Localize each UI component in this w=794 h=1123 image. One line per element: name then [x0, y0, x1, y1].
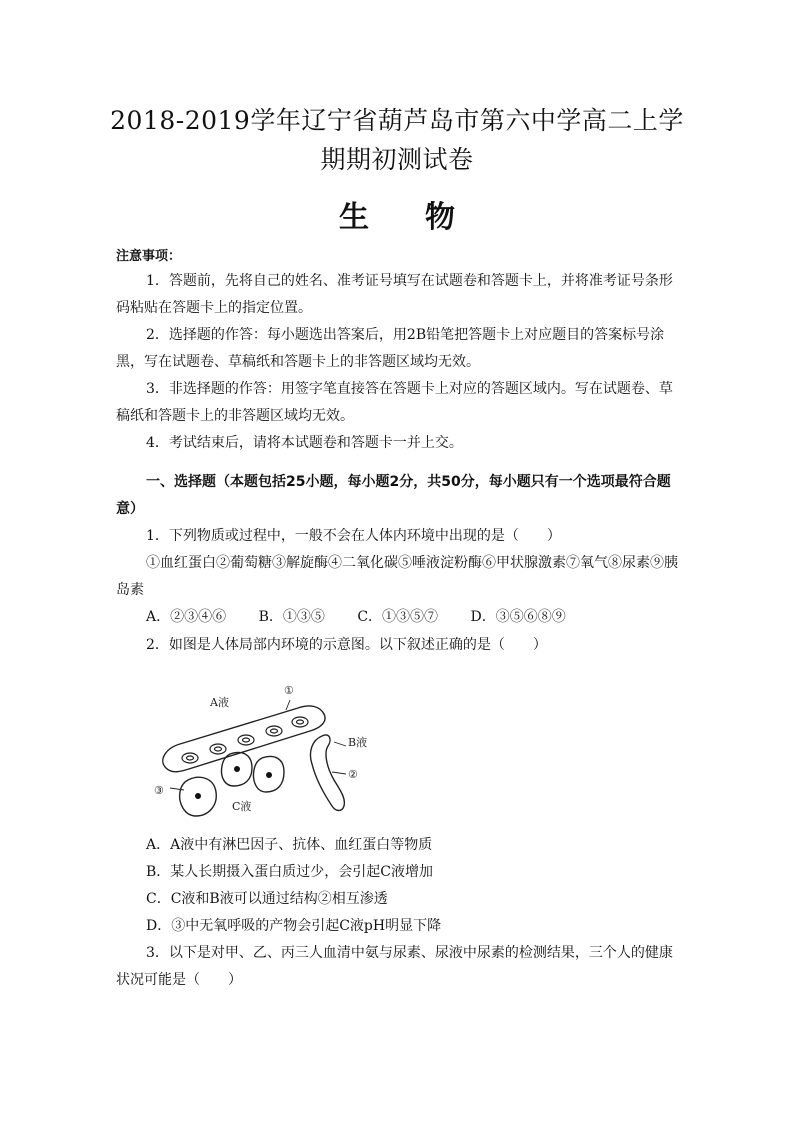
label-a-fluid: A液: [210, 696, 229, 709]
q1-options: [146, 604, 594, 631]
q2-option-b: B．某人长期摄入蛋白质过少，会引起C液增加: [146, 864, 433, 880]
q1-option-d: D．③⑤⑥⑧⑨: [470, 609, 566, 625]
q3-stem: 3．以下是对甲、乙、丙三人血清中氨与尿素、尿液中尿素的检测结果，三个人的健康状况可能是（ ）: [116, 945, 673, 988]
section-heading: 一、选择题（本题包括25小题，每小题2分，共50分，每小题只有一个选项最符合题意）: [116, 474, 671, 517]
cell-nuclei: [195, 766, 272, 799]
label-2: ②: [348, 768, 358, 781]
q1-option-c: C．①③⑤⑦: [357, 609, 439, 625]
notice-3: 3．非选择题的作答：用签字笔直接答在答题卡上对应的答题区域内。写在试题卷、草稿纸和答题卡上的非答题区域均无效。: [116, 381, 673, 424]
notice-4: 4．考试结束后，请将本试题卷和答题卡一并上交。: [146, 435, 463, 451]
q2-option-d: D．③中无氧呼吸的产物会引起C液pH明显下降: [146, 918, 442, 934]
exam-title-line1: 2018-2019学年辽宁省葫芦岛市第六中学高二上学: [110, 106, 684, 135]
label-3: ③: [154, 784, 164, 797]
label-b-fluid: B液: [348, 736, 368, 749]
notice-1: 1．答题前，先将自己的姓名、准考证号填写在试题卷和答题卡上，并将准考证号条形码粘贴在答题卡上的指定位置。: [116, 273, 673, 316]
notice-heading: 注意事项：: [116, 249, 182, 264]
tissue-fluid-diagram: [148, 676, 388, 826]
subject-title: [0, 192, 794, 236]
subject-char-2: 物: [425, 200, 455, 235]
q1-stem: 1．下列物质或过程中，一般不会在人体内环境中出现的是（ ）: [146, 528, 561, 544]
label-1: ①: [284, 684, 294, 697]
q2-option-a: A．A液中有淋巴因子、抗体、血红蛋白等物质: [146, 837, 433, 853]
q1-option-b: B．①③⑤: [258, 609, 325, 625]
q2-option-c: C．C液和B液可以通过结构②相互渗透: [146, 891, 388, 907]
notice-2: 2．选择题的作答：每小题选出答案后，用2B铅笔把答题卡上对应题目的答案标号涂黑，写在试题卷、草稿纸和答题卡上的非答题区域均无效。: [116, 327, 665, 370]
exam-title-line2: 期期初测试卷: [320, 145, 474, 174]
q1-items: ①血红蛋白②葡萄糖③解旋酶④二氧化碳⑤唾液淀粉酶⑥甲状腺激素⑦氧气⑧尿素⑨胰岛素: [116, 555, 678, 598]
subject-char-1: 生: [339, 200, 369, 235]
q2-stem: 2．如图是人体局部内环境的示意图。以下叙述正确的是（ ）: [146, 637, 547, 653]
label-c-fluid: C液: [232, 800, 252, 813]
q1-option-a: A．②③④⑥: [146, 609, 227, 625]
